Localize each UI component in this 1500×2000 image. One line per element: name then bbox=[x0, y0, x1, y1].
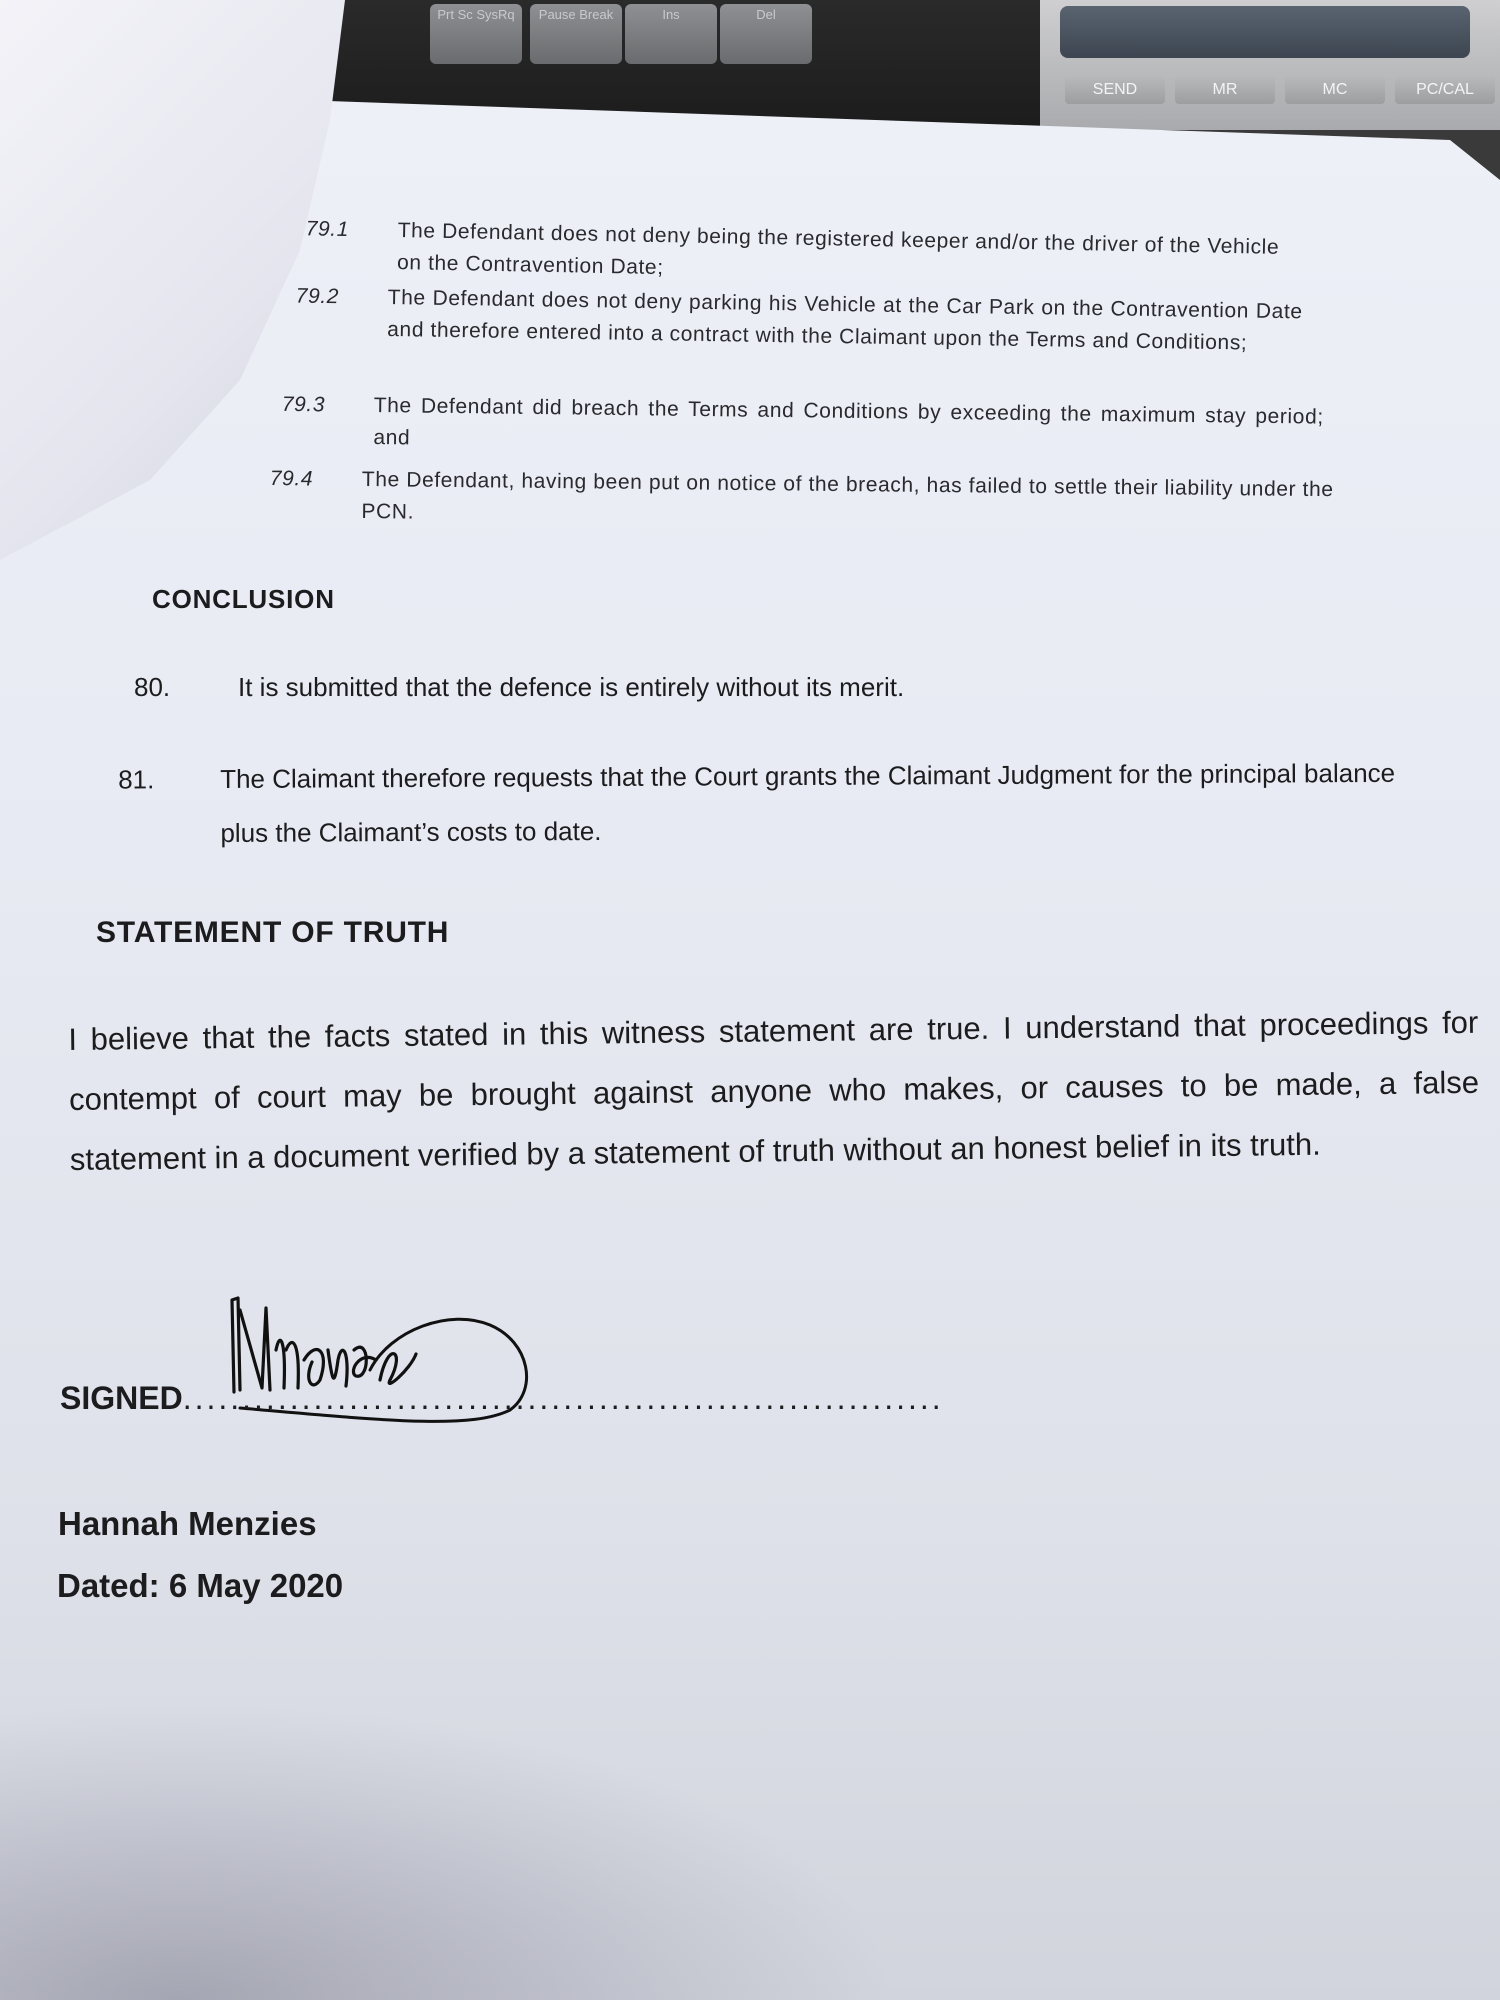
paragraph-text: It is submitted that the defence is entirely without its merit. bbox=[238, 672, 905, 702]
list-item bbox=[295, 282, 1303, 360]
conclusion-heading: CONCLUSION bbox=[152, 584, 335, 614]
statement-of-truth-text: I believe that the facts stated in this witness statement are true. I understand that proceedings for contempt of court may be brought against anyone who makes, or causes to be made, a false statement in a document verified by a statement of truth without an honest belief in its truth. bbox=[68, 1004, 1480, 1177]
item-number: 79.3 bbox=[281, 392, 326, 417]
list-item bbox=[269, 464, 1347, 538]
paragraph-number: 80. bbox=[134, 672, 171, 702]
keyboard-key: Pause Break bbox=[530, 4, 622, 64]
keyboard-key: Ins bbox=[625, 4, 717, 64]
signed-label: SIGNED bbox=[60, 1380, 183, 1416]
item-number: 79.2 bbox=[295, 284, 340, 309]
item-text: The Defendant does not deny parking his Vehicle at the Car Park on the Contravention Date and therefore entered into a contract with the Claimant upon the Terms and Conditions; bbox=[387, 285, 1303, 355]
paragraph-number: 81. bbox=[118, 764, 155, 795]
statement-date: Dated: 6 May 2020 bbox=[57, 1567, 344, 1604]
item-text: The Defendant, having been put on notice of the breach, has failed to settle their liability under the PCN. bbox=[361, 467, 1334, 524]
signed-line bbox=[60, 1380, 944, 1417]
calculator-key: MC bbox=[1285, 76, 1385, 104]
paragraph-text: The Claimant therefore requests that the Court grants the Claimant Judgment for the principal balance plus the Claimant’s costs to date. bbox=[220, 757, 1396, 848]
calculator-key: SEND bbox=[1065, 76, 1165, 104]
keyboard-key: Del bbox=[720, 4, 812, 64]
signature-dotted-line: ................................................................ bbox=[182, 1380, 944, 1416]
item-number: 79.4 bbox=[269, 467, 314, 491]
item-text: The Defendant did breach the Terms and Conditions by exceeding the maximum stay period; and bbox=[373, 393, 1324, 450]
keyboard-key: Prt Sc SysRq bbox=[430, 4, 522, 64]
calculator-key: PC/CAL bbox=[1395, 76, 1495, 104]
paragraph bbox=[118, 746, 1431, 860]
item-number: 79.1 bbox=[305, 217, 350, 242]
paragraph bbox=[134, 660, 1338, 714]
statement-of-truth-heading: STATEMENT OF TRUTH bbox=[96, 916, 450, 949]
signatory-name: Hannah Menzies bbox=[58, 1505, 317, 1542]
list-item bbox=[281, 390, 1324, 466]
item-text: The Defendant does not deny being the registered keeper and/or the driver of the Vehicle on the Contravention Date; bbox=[396, 218, 1280, 280]
calculator-key: MR bbox=[1175, 76, 1275, 104]
